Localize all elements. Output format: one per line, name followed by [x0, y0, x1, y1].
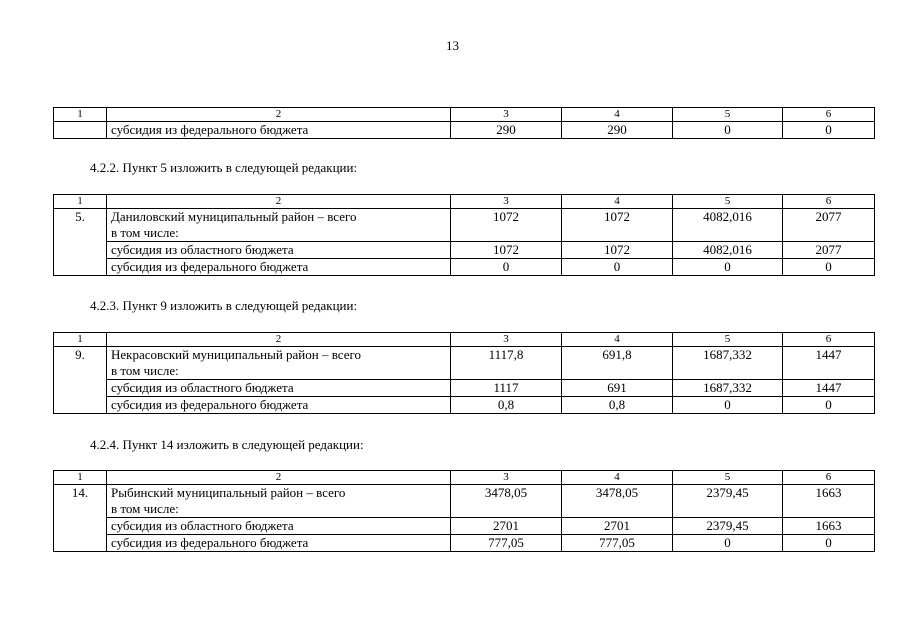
cell-c6: 1663: [783, 485, 875, 518]
main-label: Рыбинский муниципальный район – всего: [111, 485, 346, 500]
main-label: Некрасовский муниципальный район – всего: [111, 347, 361, 362]
cell-c6: 0: [783, 535, 875, 552]
header-cell: 4: [562, 195, 673, 209]
table-2: [53, 194, 875, 276]
cell-c5: 4082,016: [673, 242, 783, 259]
cell-c4: 0,8: [562, 397, 673, 414]
header-cell: 5: [673, 333, 783, 347]
table-row: [54, 242, 875, 259]
main-label-sub: в том числе:: [111, 363, 179, 378]
cell-c6: 0: [783, 122, 875, 139]
main-label-sub: в том числе:: [111, 225, 179, 240]
cell-c6: 0: [783, 259, 875, 276]
row-label: субсидия из федерального бюджета: [107, 259, 451, 276]
header-cell: 6: [783, 195, 875, 209]
table-row: [54, 122, 875, 139]
cell-c5: 0: [673, 122, 783, 139]
cell-c4: 777,05: [562, 535, 673, 552]
row-label: [107, 347, 451, 380]
header-cell: 3: [451, 333, 562, 347]
header-cell: 3: [451, 195, 562, 209]
header-cell: 5: [673, 471, 783, 485]
cell-c3: 0,8: [451, 397, 562, 414]
cell-c3: 290: [451, 122, 562, 139]
cell-c5: 1687,332: [673, 347, 783, 380]
table-row: [54, 259, 875, 276]
cell-c5: 1687,332: [673, 380, 783, 397]
cell-c3: 777,05: [451, 535, 562, 552]
cell-c3: 1072: [451, 209, 562, 242]
cell-c4: 691,8: [562, 347, 673, 380]
main-label: Даниловский муниципальный район – всего: [111, 209, 357, 224]
row-number: 5.: [54, 209, 107, 276]
table-3: [53, 332, 875, 414]
table-row: [54, 397, 875, 414]
header-cell: 6: [783, 333, 875, 347]
cell-c4: 3478,05: [562, 485, 673, 518]
header-cell: 6: [783, 471, 875, 485]
section-heading-4-2-3: 4.2.3. Пункт 9 изложить в следующей редакции:: [90, 298, 358, 313]
table-header-row: [54, 195, 875, 209]
cell-c5: 2379,45: [673, 518, 783, 535]
header-cell: 5: [673, 108, 783, 122]
cell-c5: 0: [673, 535, 783, 552]
table-row: [54, 518, 875, 535]
cell-c3: 1117: [451, 380, 562, 397]
row-label: субсидия из федерального бюджета: [107, 122, 451, 139]
header-cell: 1: [54, 471, 107, 485]
main-label-sub: в том числе:: [111, 501, 179, 516]
header-cell: 2: [107, 108, 451, 122]
table-row: [54, 347, 875, 380]
row-label: субсидия из областного бюджета: [107, 380, 451, 397]
table-header-row: [54, 471, 875, 485]
table-header-row: [54, 108, 875, 122]
table-row: [54, 209, 875, 242]
cell-c4: 0: [562, 259, 673, 276]
row-label: субсидия из федерального бюджета: [107, 397, 451, 414]
cell-c4: 290: [562, 122, 673, 139]
cell-c6: 2077: [783, 242, 875, 259]
table-row: [54, 485, 875, 518]
cell-c5: 0: [673, 259, 783, 276]
cell-c6: 1663: [783, 518, 875, 535]
section-heading-4-2-4: 4.2.4. Пункт 14 изложить в следующей редакции:: [90, 437, 364, 452]
table-4: [53, 470, 875, 552]
header-cell: 1: [54, 195, 107, 209]
cell-c4: 2701: [562, 518, 673, 535]
cell-c3: 3478,05: [451, 485, 562, 518]
row-label: [107, 209, 451, 242]
table-header-row: [54, 333, 875, 347]
header-cell: 2: [107, 333, 451, 347]
cell-c3: 2701: [451, 518, 562, 535]
cell-c5: 0: [673, 397, 783, 414]
cell-c5: 2379,45: [673, 485, 783, 518]
header-cell: 2: [107, 471, 451, 485]
header-cell: 4: [562, 471, 673, 485]
row-label: [107, 485, 451, 518]
header-cell: 6: [783, 108, 875, 122]
header-cell: 2: [107, 195, 451, 209]
header-cell: 3: [451, 108, 562, 122]
cell-c3: 0: [451, 259, 562, 276]
cell-c6: 1447: [783, 347, 875, 380]
row-number: 9.: [54, 347, 107, 414]
table-row: [54, 380, 875, 397]
row-number: [54, 122, 107, 139]
header-cell: 5: [673, 195, 783, 209]
cell-c6: 2077: [783, 209, 875, 242]
section-heading-4-2-2: 4.2.2. Пункт 5 изложить в следующей редакции:: [90, 160, 358, 175]
table-row: [54, 535, 875, 552]
header-cell: 1: [54, 108, 107, 122]
table-1: [53, 107, 875, 139]
row-label: субсидия из федерального бюджета: [107, 535, 451, 552]
row-label: субсидия из областного бюджета: [107, 518, 451, 535]
header-cell: 1: [54, 333, 107, 347]
cell-c3: 1117,8: [451, 347, 562, 380]
cell-c4: 1072: [562, 209, 673, 242]
row-label: субсидия из областного бюджета: [107, 242, 451, 259]
cell-c6: 0: [783, 397, 875, 414]
cell-c5: 4082,016: [673, 209, 783, 242]
cell-c4: 1072: [562, 242, 673, 259]
row-number: 14.: [54, 485, 107, 552]
header-cell: 4: [562, 333, 673, 347]
header-cell: 3: [451, 471, 562, 485]
header-cell: 4: [562, 108, 673, 122]
cell-c3: 1072: [451, 242, 562, 259]
page-number: 13: [446, 38, 459, 53]
cell-c6: 1447: [783, 380, 875, 397]
cell-c4: 691: [562, 380, 673, 397]
